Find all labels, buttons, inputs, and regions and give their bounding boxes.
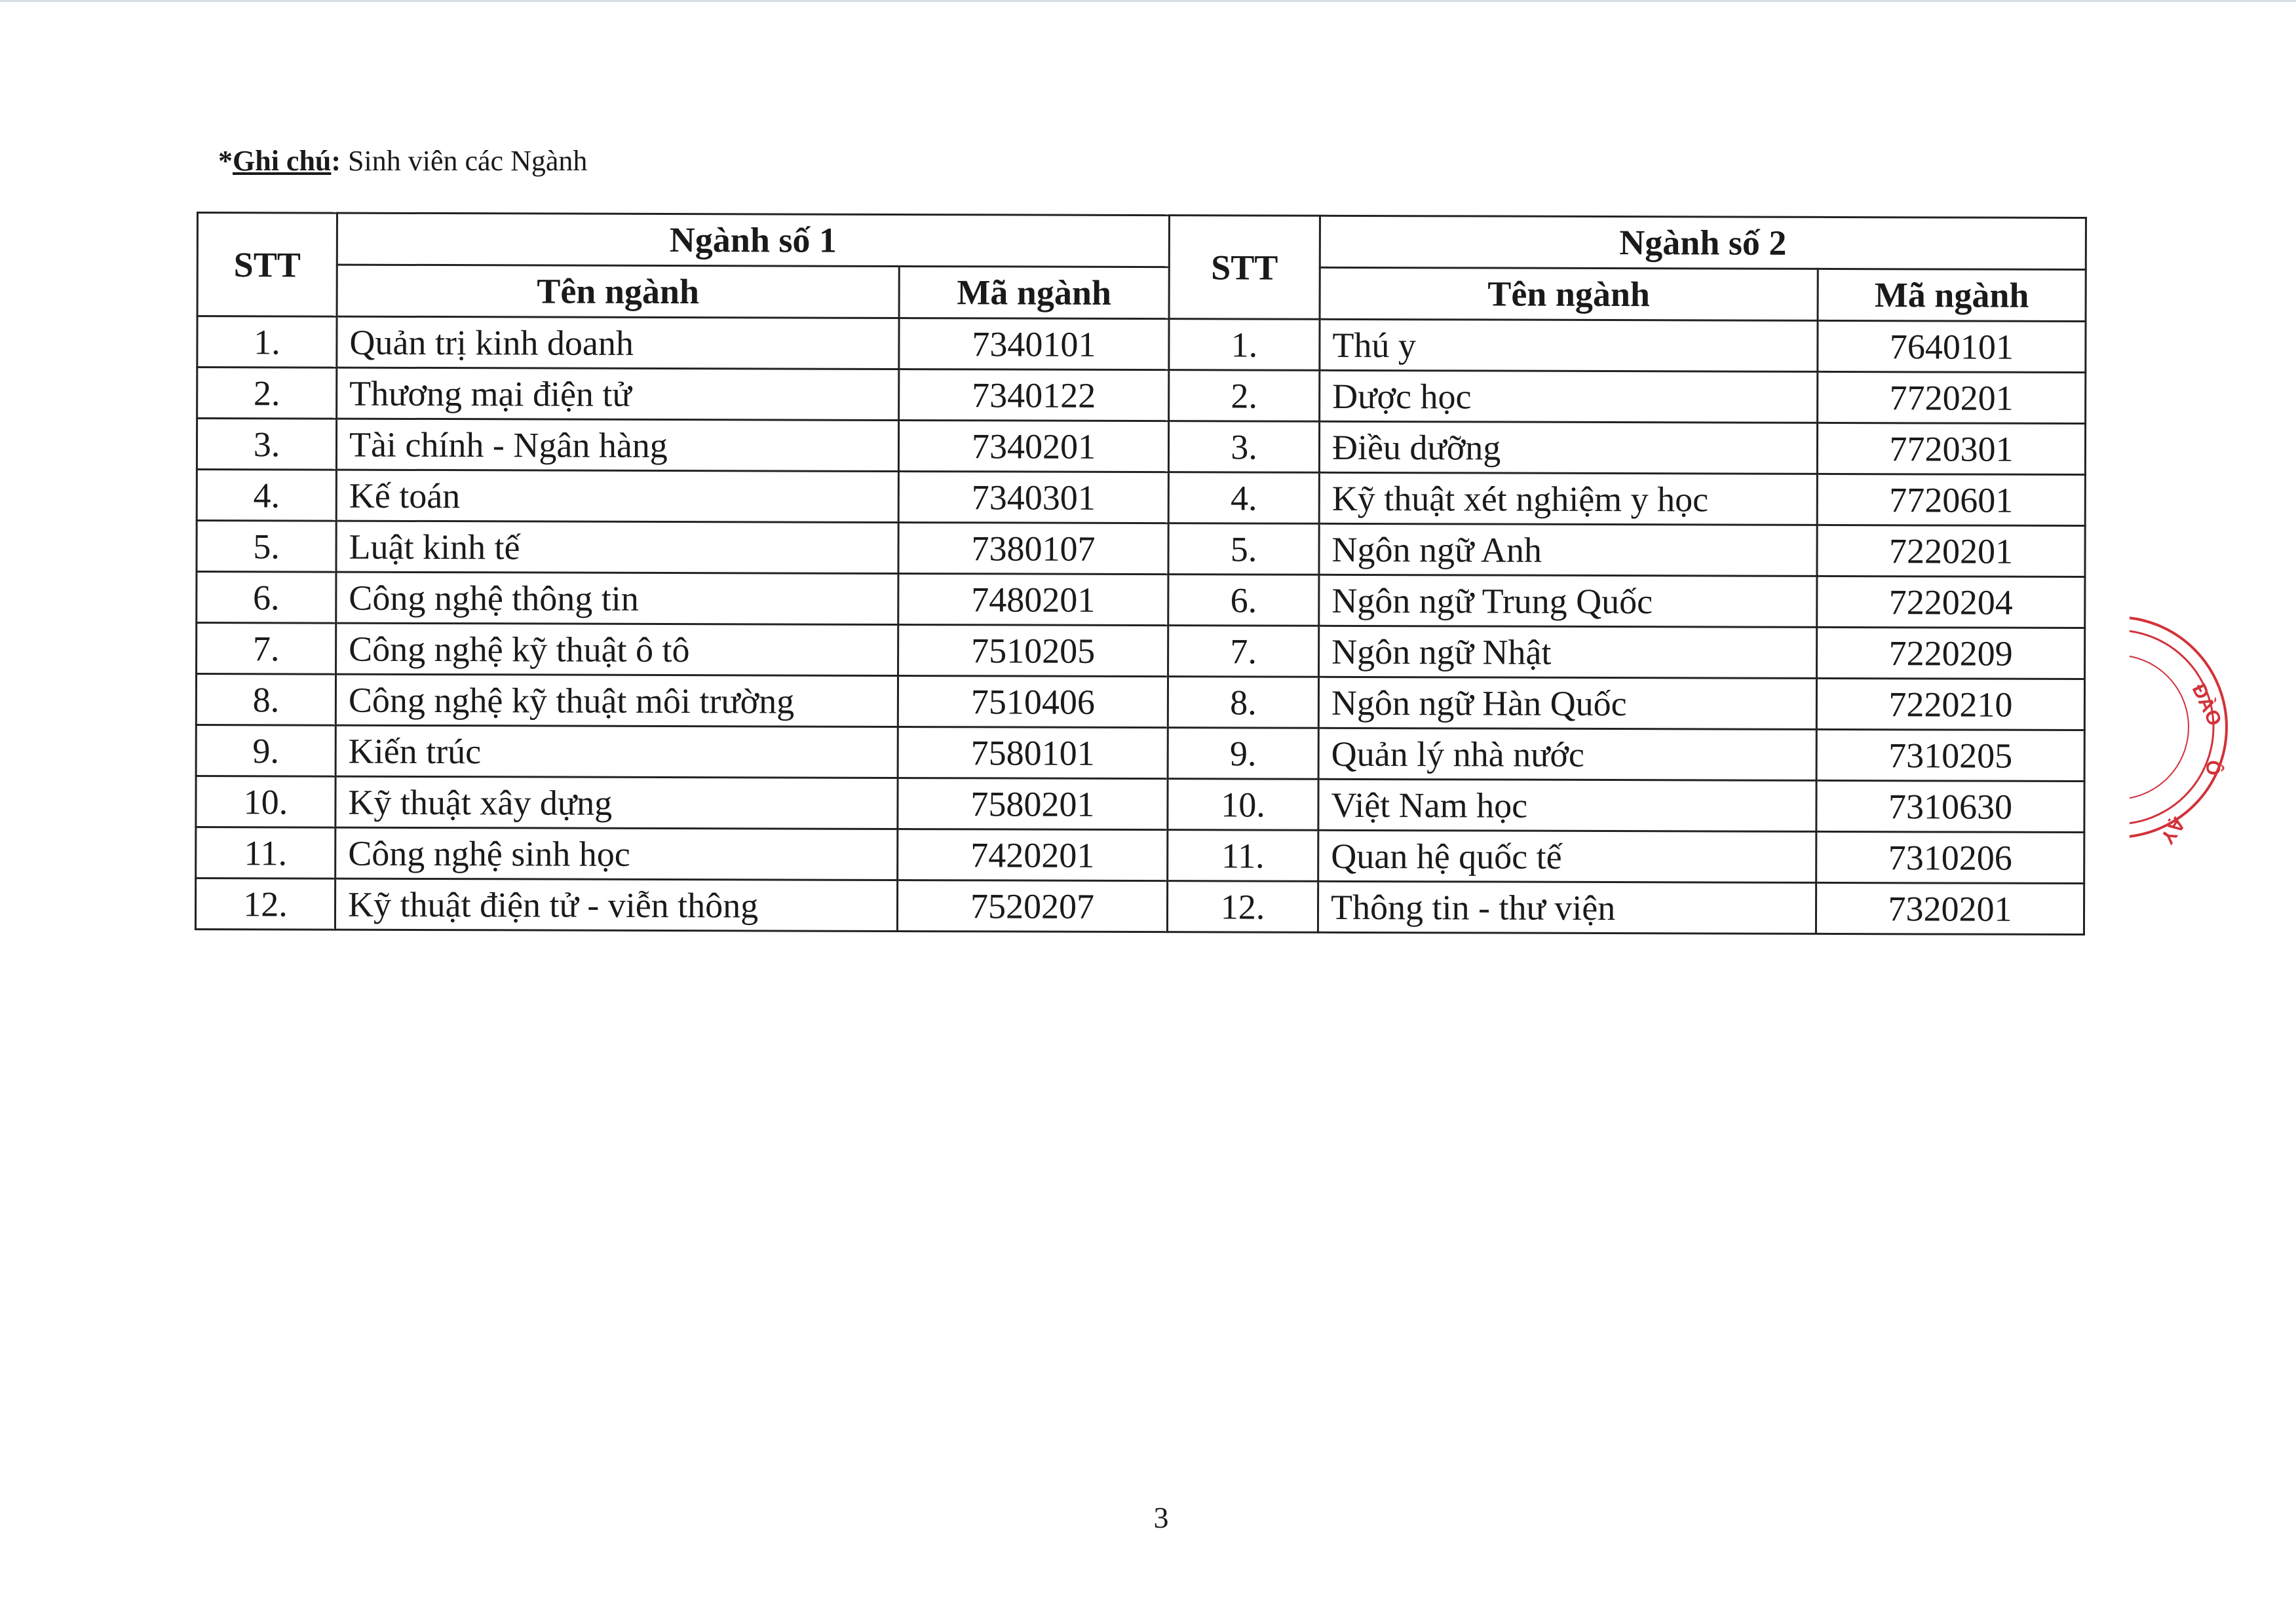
stt-cell-1: 4. [197,470,336,521]
major-name-cell-1: Kế toán [336,470,898,522]
svg-text:Ô: Ô [2202,759,2224,776]
table-row [196,827,2084,884]
major-name-cell-2: Quản lý nhà nước [1318,728,1816,780]
group-1-header: Ngành số 1 [337,213,1169,267]
stt-cell-1: 2. [197,368,337,419]
stt-cell-2: 5. [1168,523,1319,575]
stt-cell-2: 10. [1168,779,1318,831]
stt-cell-2: 1. [1169,319,1320,371]
major-name-cell-1: Công nghệ sinh học [335,827,898,880]
note-asterisk: * [218,145,233,177]
stt-cell-2: 12. [1167,881,1318,933]
major-name-cell-2: Thú y [1320,319,1818,371]
major-code-cell-2: 7320201 [1816,882,2084,934]
name-header-2: Tên ngành [1320,267,1818,320]
stt-cell-2: 8. [1168,677,1318,728]
svg-text:ĐÀO: ĐÀO [2187,681,2226,730]
note-label: Ghi chú [233,145,332,177]
major-code-cell-2: 7310206 [1816,831,2084,883]
major-name-cell-2: Thông tin - thư viện [1318,881,1816,934]
name-header-1: Tên ngành [337,265,899,318]
major-name-cell-2: Ngôn ngữ Anh [1319,523,1817,576]
table-row [197,572,2085,628]
major-name-cell-2: Việt Nam học [1318,779,1816,831]
stt-header-1: STT [197,213,337,317]
major-code-cell-2: 7220209 [1817,627,2085,679]
major-code-cell-1: 7510205 [898,624,1168,676]
group-2-header: Ngành số 2 [1320,216,2086,269]
major-name-cell-2: Ngôn ngữ Nhật [1319,626,1817,678]
stt-cell-1: 1. [197,316,337,368]
major-name-cell-2: Ngôn ngữ Hàn Quốc [1318,677,1816,729]
major-name-cell-1: Kỹ thuật xây dựng [335,776,898,829]
majors-table-head [197,213,2086,322]
major-name-cell-1: Luật kinh tế [336,521,898,573]
major-code-cell-2: 7640101 [1818,320,2086,372]
stt-cell-2: 6. [1168,575,1319,626]
stt-cell-1: 6. [197,572,336,624]
major-name-cell-1: Thương mại điện tử [337,368,899,420]
major-code-cell-2: 7310205 [1816,729,2084,781]
major-code-cell-2: 7720301 [1817,423,2085,474]
note-line [218,143,587,179]
major-name-cell-2: Quan hệ quốc tế [1318,830,1816,882]
major-code-cell-1: 7340122 [899,369,1169,421]
table-row [196,776,2084,833]
svg-text:ẠY: ẠY [2156,812,2190,848]
stt-cell-2: 9. [1168,728,1318,780]
major-code-cell-1: 7380107 [898,522,1168,574]
major-code-cell-1: 7420201 [898,829,1168,880]
page-number: 3 [1153,1501,1169,1534]
major-code-cell-1: 7340101 [899,318,1169,369]
stt-cell-1: 10. [196,776,335,828]
major-code-cell-1: 7480201 [898,573,1168,625]
major-name-cell-2: Ngôn ngữ Trung Quốc [1319,575,1817,627]
header-row-columns [197,265,2086,322]
major-name-cell-1: Quản trị kinh doanh [337,316,899,369]
stt-cell-1: 7. [197,623,336,675]
table-row [197,419,2085,475]
table-row [196,674,2084,730]
scan-top-edge [0,0,2296,2]
stt-cell-1: 9. [196,725,335,777]
table-row [196,725,2084,782]
major-name-cell-2: Điều dưỡng [1319,421,1817,474]
table-row [197,368,2086,424]
major-name-cell-1: Công nghệ kỹ thuật môi trường [335,674,898,727]
major-code-cell-1: 7580201 [898,778,1168,829]
stt-cell-1: 5. [197,521,336,573]
major-code-cell-2: 7220204 [1817,576,2085,628]
header-row-group [197,213,2086,270]
major-name-cell-1: Kỹ thuật điện tử - viễn thông [335,878,897,931]
table-row [197,316,2086,373]
table-row [197,470,2085,526]
stt-cell-1: 3. [197,419,336,470]
red-seal-stamp-graphic [2130,590,2234,865]
stt-cell-1: 12. [195,878,335,930]
code-header-2: Mã ngành [1818,269,2086,321]
major-code-cell-2: 7310630 [1816,780,2084,832]
major-code-cell-1: 7580101 [898,727,1168,778]
major-code-cell-1: 7340201 [898,420,1168,472]
stt-cell-1: 11. [196,827,335,879]
code-header-1: Mã ngành [899,266,1169,318]
stt-cell-2: 2. [1169,370,1320,422]
major-name-cell-1: Công nghệ thông tin [336,572,898,624]
major-name-cell-2: Dược học [1320,370,1818,423]
major-code-cell-2: 7720201 [1818,371,2086,423]
major-code-cell-1: 7340301 [898,471,1168,523]
major-code-cell-2: 7720601 [1817,474,2085,525]
major-code-cell-1: 7510406 [898,675,1168,727]
major-name-cell-1: Kiến trúc [335,725,898,778]
major-code-cell-2: 7220201 [1817,525,2085,576]
table-row [195,878,2084,935]
major-code-cell-2: 7220210 [1816,678,2084,730]
note-text: Sinh viên các Ngành [341,145,588,177]
majors-table-body [195,316,2086,935]
note-colon: : [331,145,341,177]
stt-header-2: STT [1169,216,1320,320]
red-seal-stamp [2130,590,2234,865]
major-name-cell-1: Công nghệ kỹ thuật ô tô [336,623,898,675]
majors-table [195,212,2087,935]
stt-cell-2: 3. [1168,421,1319,473]
major-name-cell-1: Tài chính - Ngân hàng [336,419,898,471]
stt-cell-2: 11. [1168,830,1318,882]
stt-cell-1: 8. [196,674,335,726]
table-row [197,623,2085,679]
stt-cell-2: 4. [1168,472,1319,524]
table-row [197,521,2085,577]
major-name-cell-2: Kỹ thuật xét nghiệm y học [1319,472,1817,525]
major-code-cell-1: 7520207 [897,880,1167,932]
stt-cell-2: 7. [1168,626,1319,677]
